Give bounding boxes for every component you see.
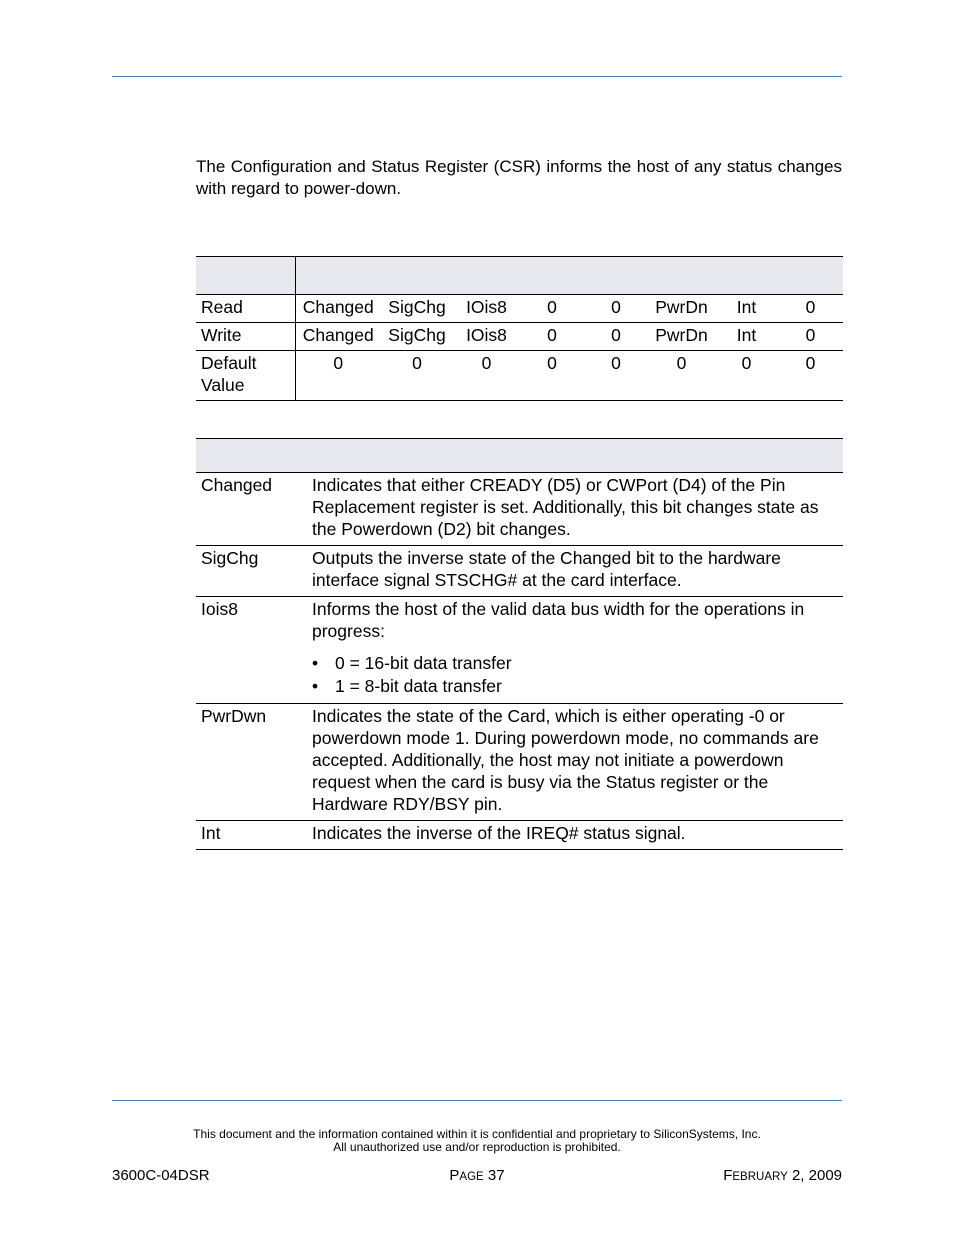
- bit-cell: Changed: [302, 325, 374, 345]
- row-label: Read: [196, 295, 295, 323]
- table-row: [196, 323, 843, 351]
- intro-paragraph: The Configuration and Status Register (CSR) informs the host of any status changes with regard to power-down.: [196, 157, 842, 198]
- bit-cell: 0: [805, 353, 816, 373]
- bit-cell: 0: [481, 353, 492, 373]
- bit-cell: Int: [736, 325, 757, 345]
- bit-cell: 0: [412, 353, 422, 373]
- notice-line: All unauthorized use and/or reproduction is prohibited.: [333, 1140, 621, 1154]
- bit-cell: 0: [547, 353, 557, 373]
- description-header-cell: [196, 439, 309, 473]
- table-row: [196, 597, 843, 704]
- bit-description: Indicates that either CREADY (D5) or CWPort (D4) of the Pin Replacement register is set. Additionally, this bit changes state as the Powerdown (D2) bit changes.: [312, 475, 819, 539]
- bit-cell: PwrDn: [655, 297, 708, 317]
- list-item-text: 1 = 8-bit data transfer: [335, 676, 502, 696]
- register-table-header: [196, 257, 843, 295]
- document-id: 3600C-04DSR: [112, 1167, 210, 1184]
- confidentiality-notice: [112, 1128, 842, 1154]
- table-row: [196, 473, 843, 546]
- bit-cell: 0: [611, 325, 621, 345]
- bit-description: Informs the host of the valid data bus width for the operations in progress:: [312, 599, 805, 641]
- bit-description: Outputs the inverse state of the Changed bit to the hardware interface signal STSCHG# at the card interface.: [312, 548, 781, 590]
- bit-cell: Int: [736, 297, 757, 317]
- bit-cell: IOis8: [466, 297, 507, 317]
- page-number-value: 37: [487, 1167, 505, 1184]
- bit-cell: 0: [676, 353, 687, 373]
- bit-cell: SigChg: [388, 297, 446, 317]
- description-header-cell: [309, 439, 843, 473]
- list-item: [312, 652, 839, 675]
- list-item-text: 0 = 16-bit data transfer: [335, 653, 512, 673]
- header-rule: [112, 76, 842, 77]
- register-bit-table: [196, 256, 843, 401]
- bit-name: Int: [201, 823, 221, 843]
- bit-cell: 0: [547, 297, 557, 317]
- register-header-bits-cell: [295, 257, 843, 295]
- bit-cell: 0: [611, 297, 621, 317]
- bit-cell: 0: [333, 353, 344, 373]
- table-row: [196, 351, 843, 401]
- bit-name: Changed: [201, 475, 273, 495]
- table-row: [196, 821, 843, 850]
- bit-cell: 0: [741, 353, 752, 373]
- bullet-icon: •: [312, 653, 319, 673]
- bullet-icon: •: [312, 676, 319, 696]
- list-item: [312, 675, 839, 698]
- bit-name: PwrDwn: [201, 706, 267, 726]
- bit-cell: Changed: [302, 297, 374, 317]
- bit-description-table: [196, 438, 843, 850]
- bullet-list: [312, 652, 839, 698]
- document-date: [723, 1167, 842, 1186]
- table-row: [196, 704, 843, 821]
- bit-cell: PwrDn: [655, 325, 708, 345]
- table-row: [196, 295, 843, 323]
- bit-description: Indicates the state of the Card, which is either operating -0 or powerdown mode 1. During powerdown mode, no commands are accepted. Additionally, the host may not initiate a powerdown request when the card is busy via the Status register or the Hardware RDY/BSY pin.: [312, 706, 819, 814]
- row-label: Default Value: [196, 351, 295, 401]
- bit-description: Indicates the inverse of the IREQ# status signal.: [312, 823, 686, 843]
- page-word-first: P: [449, 1167, 460, 1184]
- bit-cell: SigChg: [388, 325, 446, 345]
- date-rest: 2, 2009: [791, 1167, 842, 1184]
- page-word-rest: AGE: [459, 1171, 484, 1183]
- bit-cell: IOis8: [466, 325, 507, 345]
- table-row: [196, 546, 843, 597]
- register-header-cell: [196, 257, 295, 295]
- bit-cell: 0: [611, 353, 621, 373]
- bit-name: Iois8: [201, 599, 238, 619]
- bit-name: SigChg: [201, 548, 259, 568]
- month-first: F: [723, 1167, 733, 1184]
- notice-line: This document and the information contained within it is confidential and proprietary to SiliconSystems, Inc.: [193, 1127, 761, 1141]
- bit-cell: 0: [547, 325, 557, 345]
- description-table-header: [196, 439, 843, 473]
- bit-cell: 0: [805, 297, 816, 317]
- footer-rule: [112, 1100, 842, 1101]
- bit-cell: 0: [805, 325, 816, 345]
- row-label: Write: [196, 323, 295, 351]
- bit-description-cell: [309, 597, 843, 704]
- month-rest: EBRUARY: [732, 1171, 788, 1183]
